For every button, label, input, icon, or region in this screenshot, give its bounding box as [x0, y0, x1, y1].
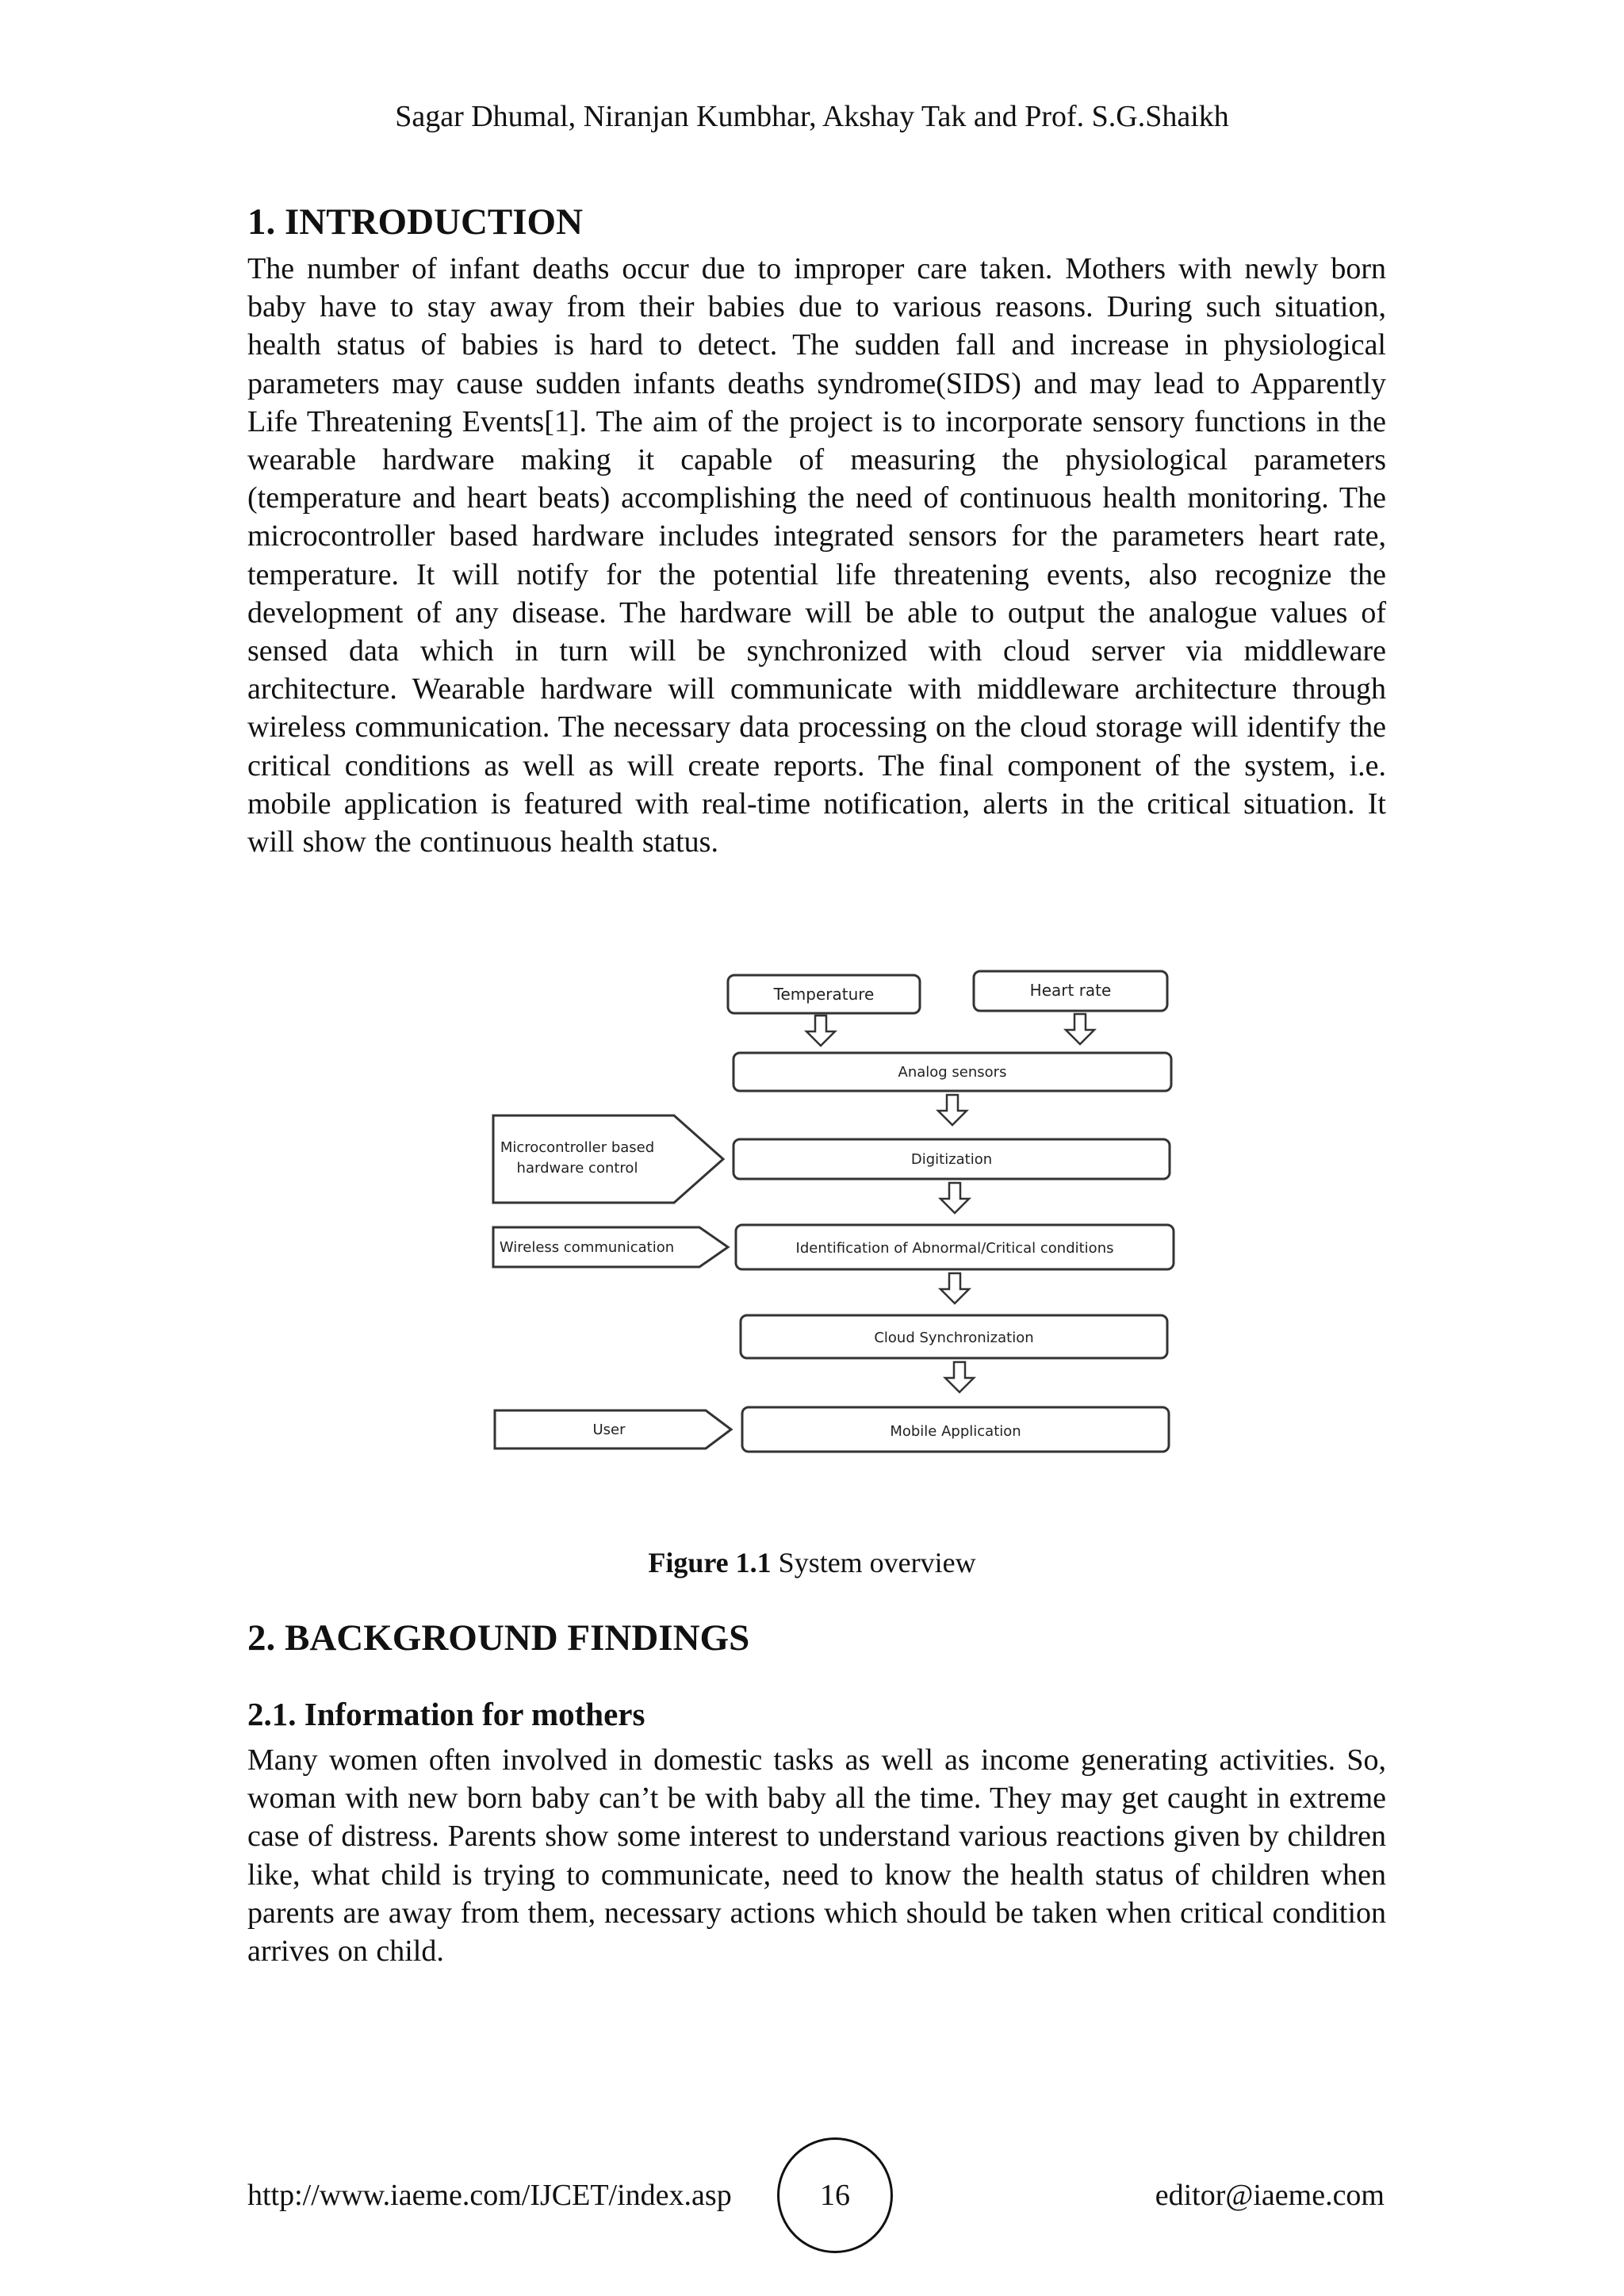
svg-text:Identification of Abnormal/Cri: Identification of Abnormal/Critical conditions: [795, 1240, 1114, 1257]
figure-caption-text: System overview: [771, 1547, 976, 1578]
svg-text:Wireless communication: Wireless communication: [499, 1239, 675, 1256]
identification-box: [736, 1225, 1174, 1269]
svg-text:hardware control: hardware control: [516, 1160, 638, 1177]
temperature-box: [728, 975, 920, 1013]
svg-text:Temperature: Temperature: [773, 985, 875, 1004]
analog-sensors-box: [733, 1053, 1171, 1091]
arrow-to-mobile-app: [945, 1362, 974, 1392]
introduction-paragraph: The number of infant deaths occur due to improper care taken. Mothers with newly born baby have to stay away from their babies due to various reasons. During such situation, health status of babies is hard to detect. The sudden fall and increase in physiological parameters may cause sudden infants deaths syndrome(SIDS) and may lead to Apparently Life Threatening Events[1]. The aim of the project is to incorporate sensory functions in the wearable hardware making it capable of measuring the physiological parameters (temperature and heart beats) accomplishing the need of continuous health monitoring. The microcontroller based hardware includes integrated sensors for the parameters heart rate, temperature. It will notify for the potential life threatening events, also recognize the development of any disease. The hardware will be able to output the analogue values of sensed data which in turn will be synchronized with cloud server via middleware architecture. Wearable hardware will communicate with middleware architecture through wireless communication. The necessary data processing on the cloud storage will identify the critical conditions as well as will create reports. The final component of the system, i.e. mobile application is featured with real-time notification, alerts in the critical situation. It will show the continuous health status.: [247, 252, 1386, 859]
section-2-heading: 2. BACKGROUND FINDINGS: [247, 1617, 750, 1659]
figure-caption-label: Figure 1.1: [648, 1547, 772, 1578]
arrow-to-digitization: [938, 1095, 967, 1125]
svg-text:User: User: [592, 1422, 626, 1438]
section-1-heading: 1. INTRODUCTION: [247, 201, 584, 243]
running-header-authors: Sagar Dhumal, Niranjan Kumbhar, Akshay Tak and Prof. S.G.Shaikh: [395, 100, 1229, 133]
svg-text:Mobile Application: Mobile Application: [890, 1423, 1021, 1440]
microcontroller-side-label: [493, 1115, 723, 1203]
svg-text:Microcontroller based: Microcontroller based: [500, 1139, 655, 1156]
information-for-mothers-paragraph: Many women often involved in domestic tasks as well as income generating activities. So, woman with new born baby can’t be with baby all the time. They may get caught in extreme case of distress. Parents show some interest to understand various reactions given by children like, what child is trying to communicate, need to know the health status of children when parents are away from them, necessary actions which should be taken when critical condition arrives on child.: [247, 1743, 1386, 1969]
digitization-box: [733, 1139, 1170, 1179]
svg-text:Analog sensors: Analog sensors: [898, 1064, 1007, 1081]
page-number: 16: [777, 2137, 893, 2253]
arrow-heart-rate-down: [1066, 1014, 1094, 1044]
svg-text:Heart rate: Heart rate: [1029, 981, 1112, 1000]
arrow-to-cloud-sync: [940, 1273, 969, 1303]
footer-email: editor@iaeme.com: [1155, 2179, 1385, 2212]
figure-caption: [0, 1544, 1624, 1581]
system-overview-diagram: [484, 963, 1189, 1463]
mobile-app-box: [742, 1407, 1169, 1452]
heart-rate-box: [974, 971, 1167, 1011]
svg-text:Cloud Synchronization: Cloud Synchronization: [874, 1330, 1034, 1346]
cloud-sync-box: [741, 1315, 1167, 1358]
user-side-label: [495, 1410, 731, 1448]
svg-text:Digitization: Digitization: [910, 1151, 993, 1168]
subsection-2-1-heading: 2.1. Information for mothers: [247, 1696, 645, 1732]
arrow-temperature-down: [806, 1016, 835, 1046]
arrow-to-identification: [940, 1183, 969, 1213]
wireless-side-label: [493, 1227, 728, 1267]
footer-url: http://www.iaeme.com/IJCET/index.asp: [247, 2179, 732, 2212]
